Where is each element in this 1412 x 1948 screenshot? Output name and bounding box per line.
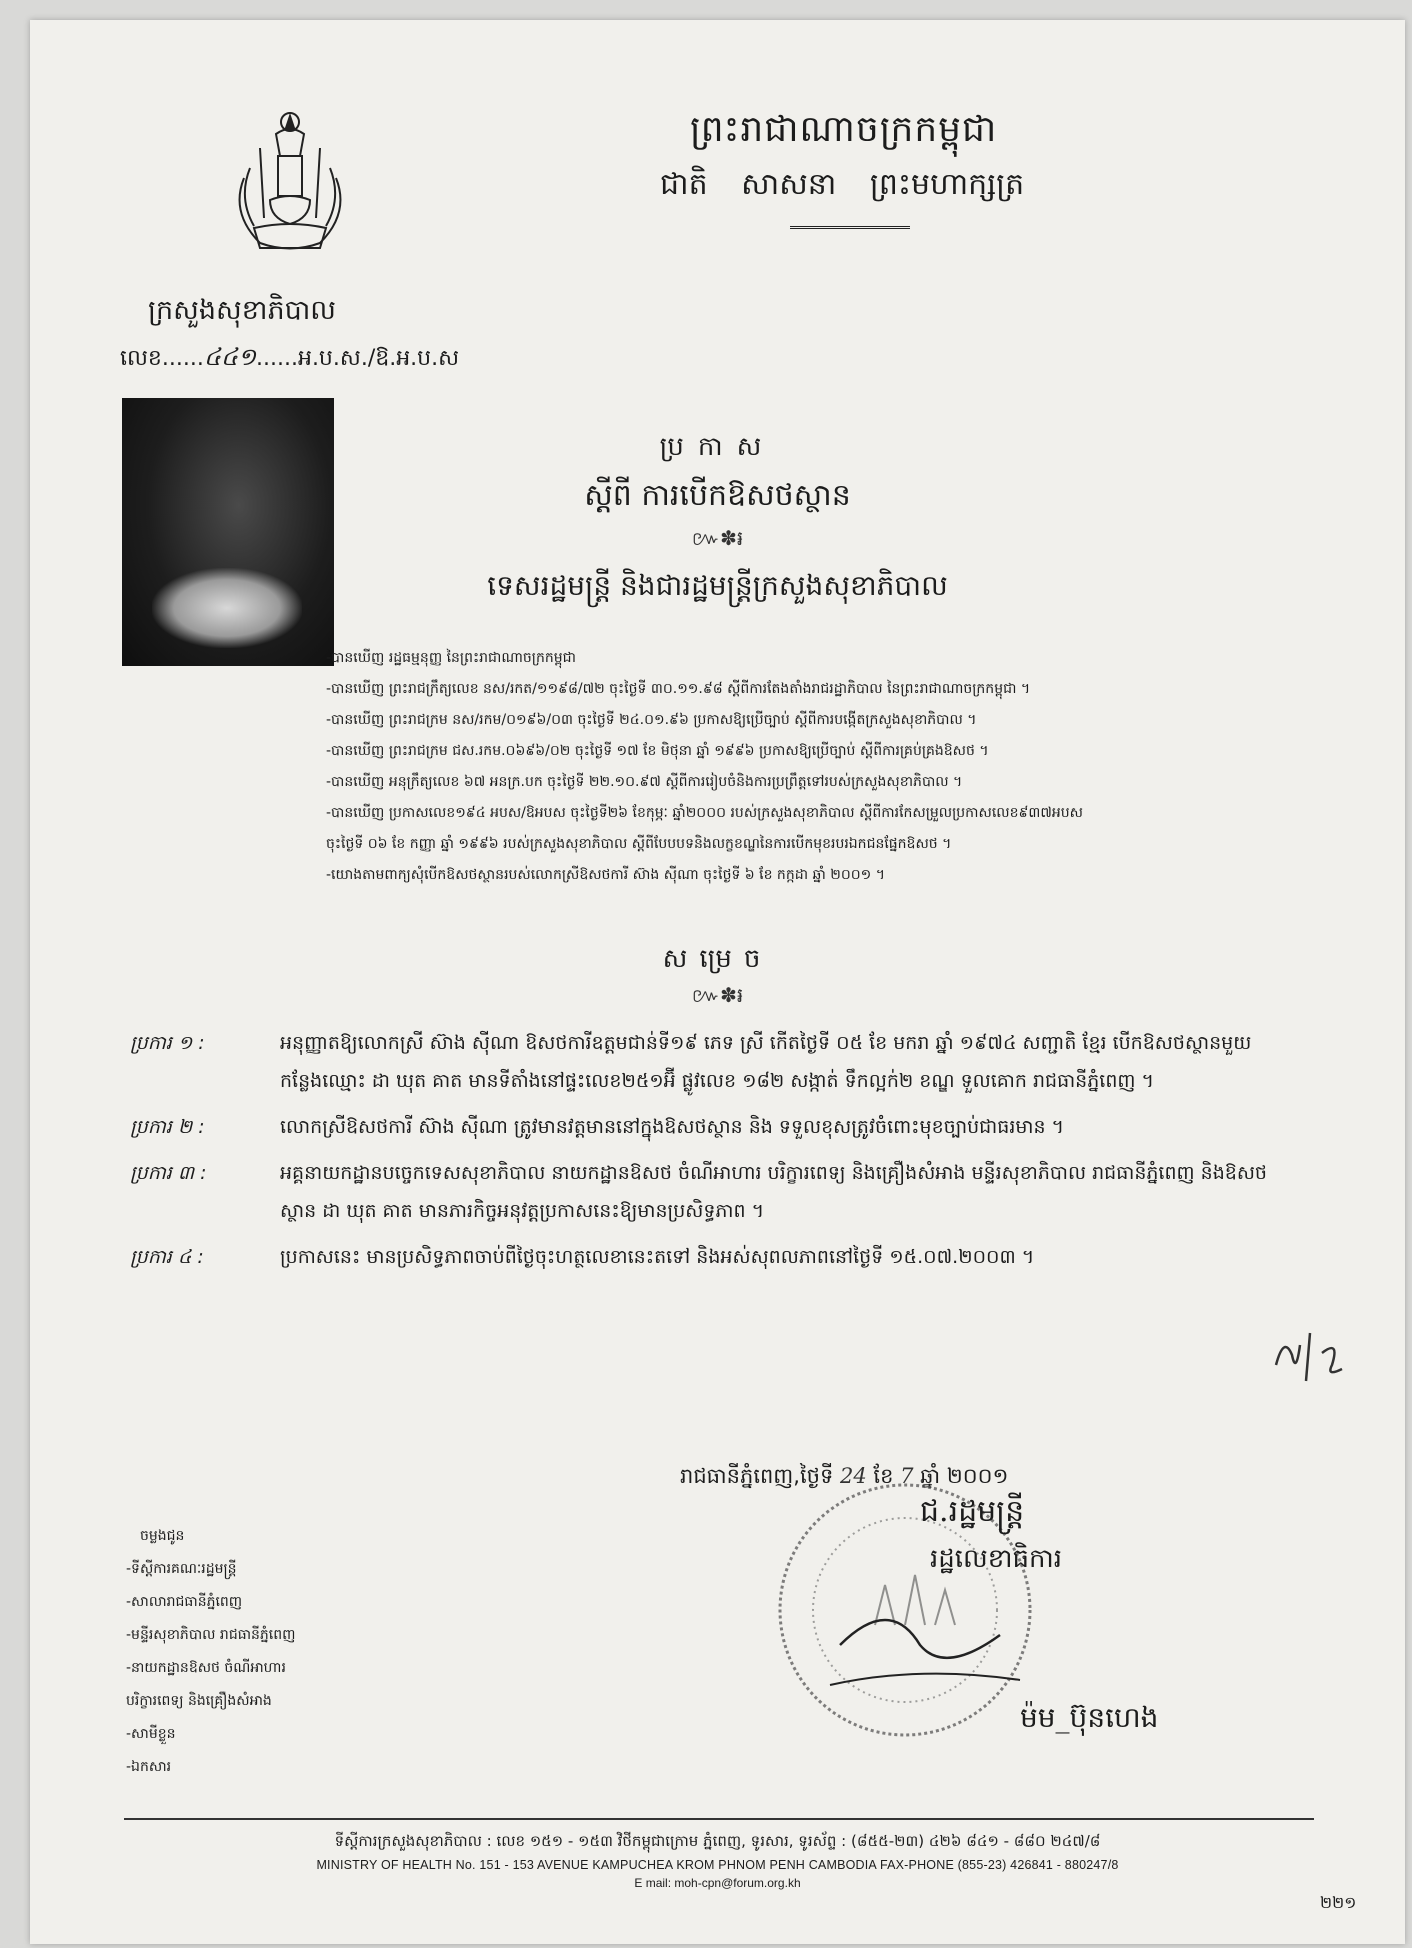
- cc-heading: ចម្លងជូន: [140, 1528, 185, 1544]
- article-text: ប្រកាសនេះ មានប្រសិទ្ធភាពចាប់ពីថ្ងៃចុះហត្ថលេខានេះតទៅ និងអស់សុពលភាពនៅថ្ងៃទី ១៥.០៧.២០០៣ ។: [280, 1246, 1035, 1268]
- decision-heading: សម្រេច: [662, 944, 773, 974]
- date-month-label: ខែ: [873, 1464, 894, 1488]
- ministry-name: ក្រសួងសុខាភិបាល: [148, 295, 336, 326]
- reference-line: -បានឃើញ ព្រះរាជក្រម ជស.រកម.០៦៩៦/០២ ចុះថ្ងៃទី ១៧ ខែ មិថុនា ឆ្នាំ ១៩៩៦ ប្រកាសឱ្យប្រើច្បាប់ ស្តីពីការគ្រប់គ្រងឱសថ ។: [326, 743, 989, 759]
- royal-emblem-icon: [220, 108, 360, 258]
- article-text: អនុញ្ញាតឱ្យលោកស្រី ស៊ាង ស៊ីណា ឱសថការីឧត្តមជាន់ទី១៩ ភេទ ស្រី កើតថ្ងៃទី ០៥ ខែ មករា ឆ្នាំ ១៩៧៤ សញ្ជាតិ ខ្មែរ បើកឱសថស្ថានមួយកន្លែងឈ្មោះ ដា ឃុត គាត មានទីតាំងនៅផ្ទះលេខ២៥១អ៊ី ផ្លូវលេខ ១៨២ សង្កាត់ ទឹកល្អក់២ ខណ្ឌ ទួលគោក រាជធានីភ្នំពេញ ។: [280, 1032, 1252, 1092]
- reference-line: -បានឃើញ រដ្ឋធម្មនុញ្ញ នៃព្រះរាជាណាចក្រកម្ពុជា: [326, 650, 576, 666]
- signer-position: រដ្ឋលេខាធិការ: [930, 1544, 1063, 1574]
- copy-distribution-list: [126, 1520, 295, 1784]
- reference-line: -បានឃើញ អនុក្រឹត្យលេខ ៦៧ អនក្រ.បក ចុះថ្ងៃទី ២២.១០.៩៧ ស្តីពីការរៀបចំនិងការប្រព្រឹត្តទៅរបស់ក្រសួងសុខាភិបាល ។: [326, 774, 963, 790]
- prakas-subject: ស្តីពី ការបើកឱសថស្ថាន: [584, 478, 851, 513]
- motto-divider: [790, 226, 910, 229]
- date-year-label: ឆ្នាំ: [920, 1464, 941, 1488]
- reference-line: -យោងតាមពាក្យសុំបើកឱសថស្ថានរបស់លោកស្រីឱសថការី ស៊ាង ស៊ីណា ចុះថ្ងៃទី ៦ ខែ កក្កដា ឆ្នាំ ២០០១ ។: [326, 867, 885, 883]
- cc-item: -នាយកដ្ឋានឱសថ ចំណីអាហារ: [126, 1660, 286, 1676]
- kingdom-title: ព្រះរាជាណាចក្រកម្ពុជា: [690, 109, 998, 150]
- article-text: លោកស្រីឱសថការី ស៊ាង ស៊ីណា ត្រូវមានវត្តមាននៅក្នុងឱសថស្ថាន និង ទទួលខុសត្រូវចំពោះមុខច្បាប់ជាធរមាន ។: [280, 1116, 1065, 1138]
- handwritten-initials-icon: [1270, 1325, 1350, 1385]
- reference-number: [120, 342, 459, 377]
- article-1: [130, 1024, 1290, 1100]
- article-text: អគ្គនាយកដ្ឋានបច្ចេកទេសសុខាភិបាល នាយកដ្ឋានឱសថ ចំណីអាហារ បរិក្ខារពេទ្យ និងគ្រឿងសំអាង មន្ទីរសុខាភិបាល រាជធានីភ្នំពេញ និងឱសថស្ថាន ដា ឃុត គាត មានភារកិច្ចអនុវត្តប្រកាសនេះឱ្យមានប្រសិទ្ធភាព ។: [280, 1162, 1267, 1222]
- national-motto: ជាតិ សាសនា ព្រះមហាក្សត្រ: [660, 167, 1025, 202]
- article-3: [130, 1154, 1290, 1230]
- cc-item: -សាលារាជធានីភ្នំពេញ: [126, 1594, 243, 1610]
- prakas-heading: ប្រកាស: [659, 432, 776, 462]
- article-label: ប្រការ ១ :: [130, 1032, 205, 1054]
- reference-line: ចុះថ្ងៃទី ០៦ ខែ កញ្ញា ឆ្នាំ ១៩៩៦ របស់ក្រសួងសុខាភិបាល ស្តីពីបែបបទនិងលក្ខខណ្ឌនៃការបើកមុខរបរឯកជនផ្នែកឱសថ ។: [326, 836, 952, 852]
- footer-address-english: MINISTRY OF HEALTH No. 151 - 153 AVENUE KAMPUCHEA KROM PHNOM PENH CAMBODIA FAX-PHONE (855-23) 426841 - 880247/8: [316, 1858, 1119, 1872]
- date-year: ២០០១: [946, 1464, 1009, 1488]
- date-day: 24: [840, 1464, 867, 1488]
- reference-line: -បានឃើញ ព្រះរាជក្រម នស/រកម/០១៩៦/០៣ ចុះថ្ងៃទី ២៤.០១.៩៦ ប្រកាសឱ្យប្រើច្បាប់ ស្តីពីការបង្កើតក្រសួងសុខាភិបាល ។: [326, 712, 977, 728]
- signer-name: ម៉ម_ប៊ុនហេង: [1020, 1701, 1159, 1734]
- page-number: ២២១: [1320, 1893, 1357, 1912]
- footer-email: E mail: moh-cpn@forum.org.kh: [634, 1876, 801, 1890]
- issuer-title: ទេសរដ្ឋមន្ត្រី និងជារដ្ឋមន្ត្រីក្រសួងសុខាភិបាល: [487, 569, 948, 602]
- ref-suffix: ......អ.ប.ស./ឱ.អ.ប.ស: [256, 346, 460, 371]
- ref-number-handwritten: ៤៤១: [203, 343, 257, 371]
- articles-list: [130, 1024, 1290, 1284]
- cc-item: -ឯកសារ: [126, 1759, 172, 1775]
- date-month: 7: [900, 1464, 914, 1488]
- cc-item: -មន្ទីរសុខាភិបាល រាជធានីភ្នំពេញ: [126, 1627, 296, 1643]
- footer-address-khmer: ទីស្តីការក្រសួងសុខាភិបាល : លេខ ១៥១ - ១៥៣ វិថីកម្ពុជាក្រោម ភ្នំពេញ, ទូរសារ, ទូរស័ព្ទ : (៨៥៥-២៣) ៤២៦ ៨៤១ - ៨៨០ ២៤៧/៨: [334, 1832, 1101, 1850]
- article-4: [130, 1238, 1290, 1276]
- article-label: ប្រការ ២ :: [130, 1116, 205, 1138]
- ref-prefix: លេខ......: [120, 346, 204, 371]
- article-label: ប្រការ ៣ :: [130, 1162, 207, 1184]
- footer-divider: [124, 1818, 1314, 1820]
- cc-item: -សាមីខ្លួន: [126, 1726, 176, 1742]
- legal-references: [326, 643, 1226, 891]
- date-prefix: រាជធានីភ្នំពេញ,ថ្ងៃទី: [680, 1464, 834, 1488]
- minister-title: ជ.រដ្ឋមន្ត្រី: [920, 1494, 1025, 1529]
- reference-line: -បានឃើញ ប្រកាសលេខ១៩៤ អបស/ឱអបស ចុះថ្ងៃទី២៦ ខែកុម្ភៈ ឆ្នាំ២០០០ របស់ក្រសួងសុខាភិបាល ស្តីពីការកែសម្រួលប្រកាសលេខ៩៣៧អបស: [326, 805, 1083, 821]
- cc-item: -ទីស្តីការគណៈរដ្ឋមន្ត្រី: [126, 1561, 237, 1577]
- ornament-divider: ៚✽៛: [691, 526, 744, 550]
- cc-item: បរិក្ខារពេទ្យ និងគ្រឿងសំអាង: [126, 1693, 272, 1709]
- ornament-divider: ៚✽៛: [691, 983, 744, 1007]
- article-2: [130, 1108, 1290, 1146]
- reference-line: -បានឃើញ ព្រះរាជក្រឹត្យលេខ នស/រកត/១១៩៨/៧២ ចុះថ្ងៃទី ៣០.១១.៩៨ ស្តីពីការតែងតាំងរាជរដ្ឋាភិបាល នៃព្រះរាជាណាចក្រកម្ពុជា ។: [326, 681, 1031, 697]
- document-page: [30, 20, 1405, 1944]
- article-label: ប្រការ ៤ :: [130, 1246, 204, 1268]
